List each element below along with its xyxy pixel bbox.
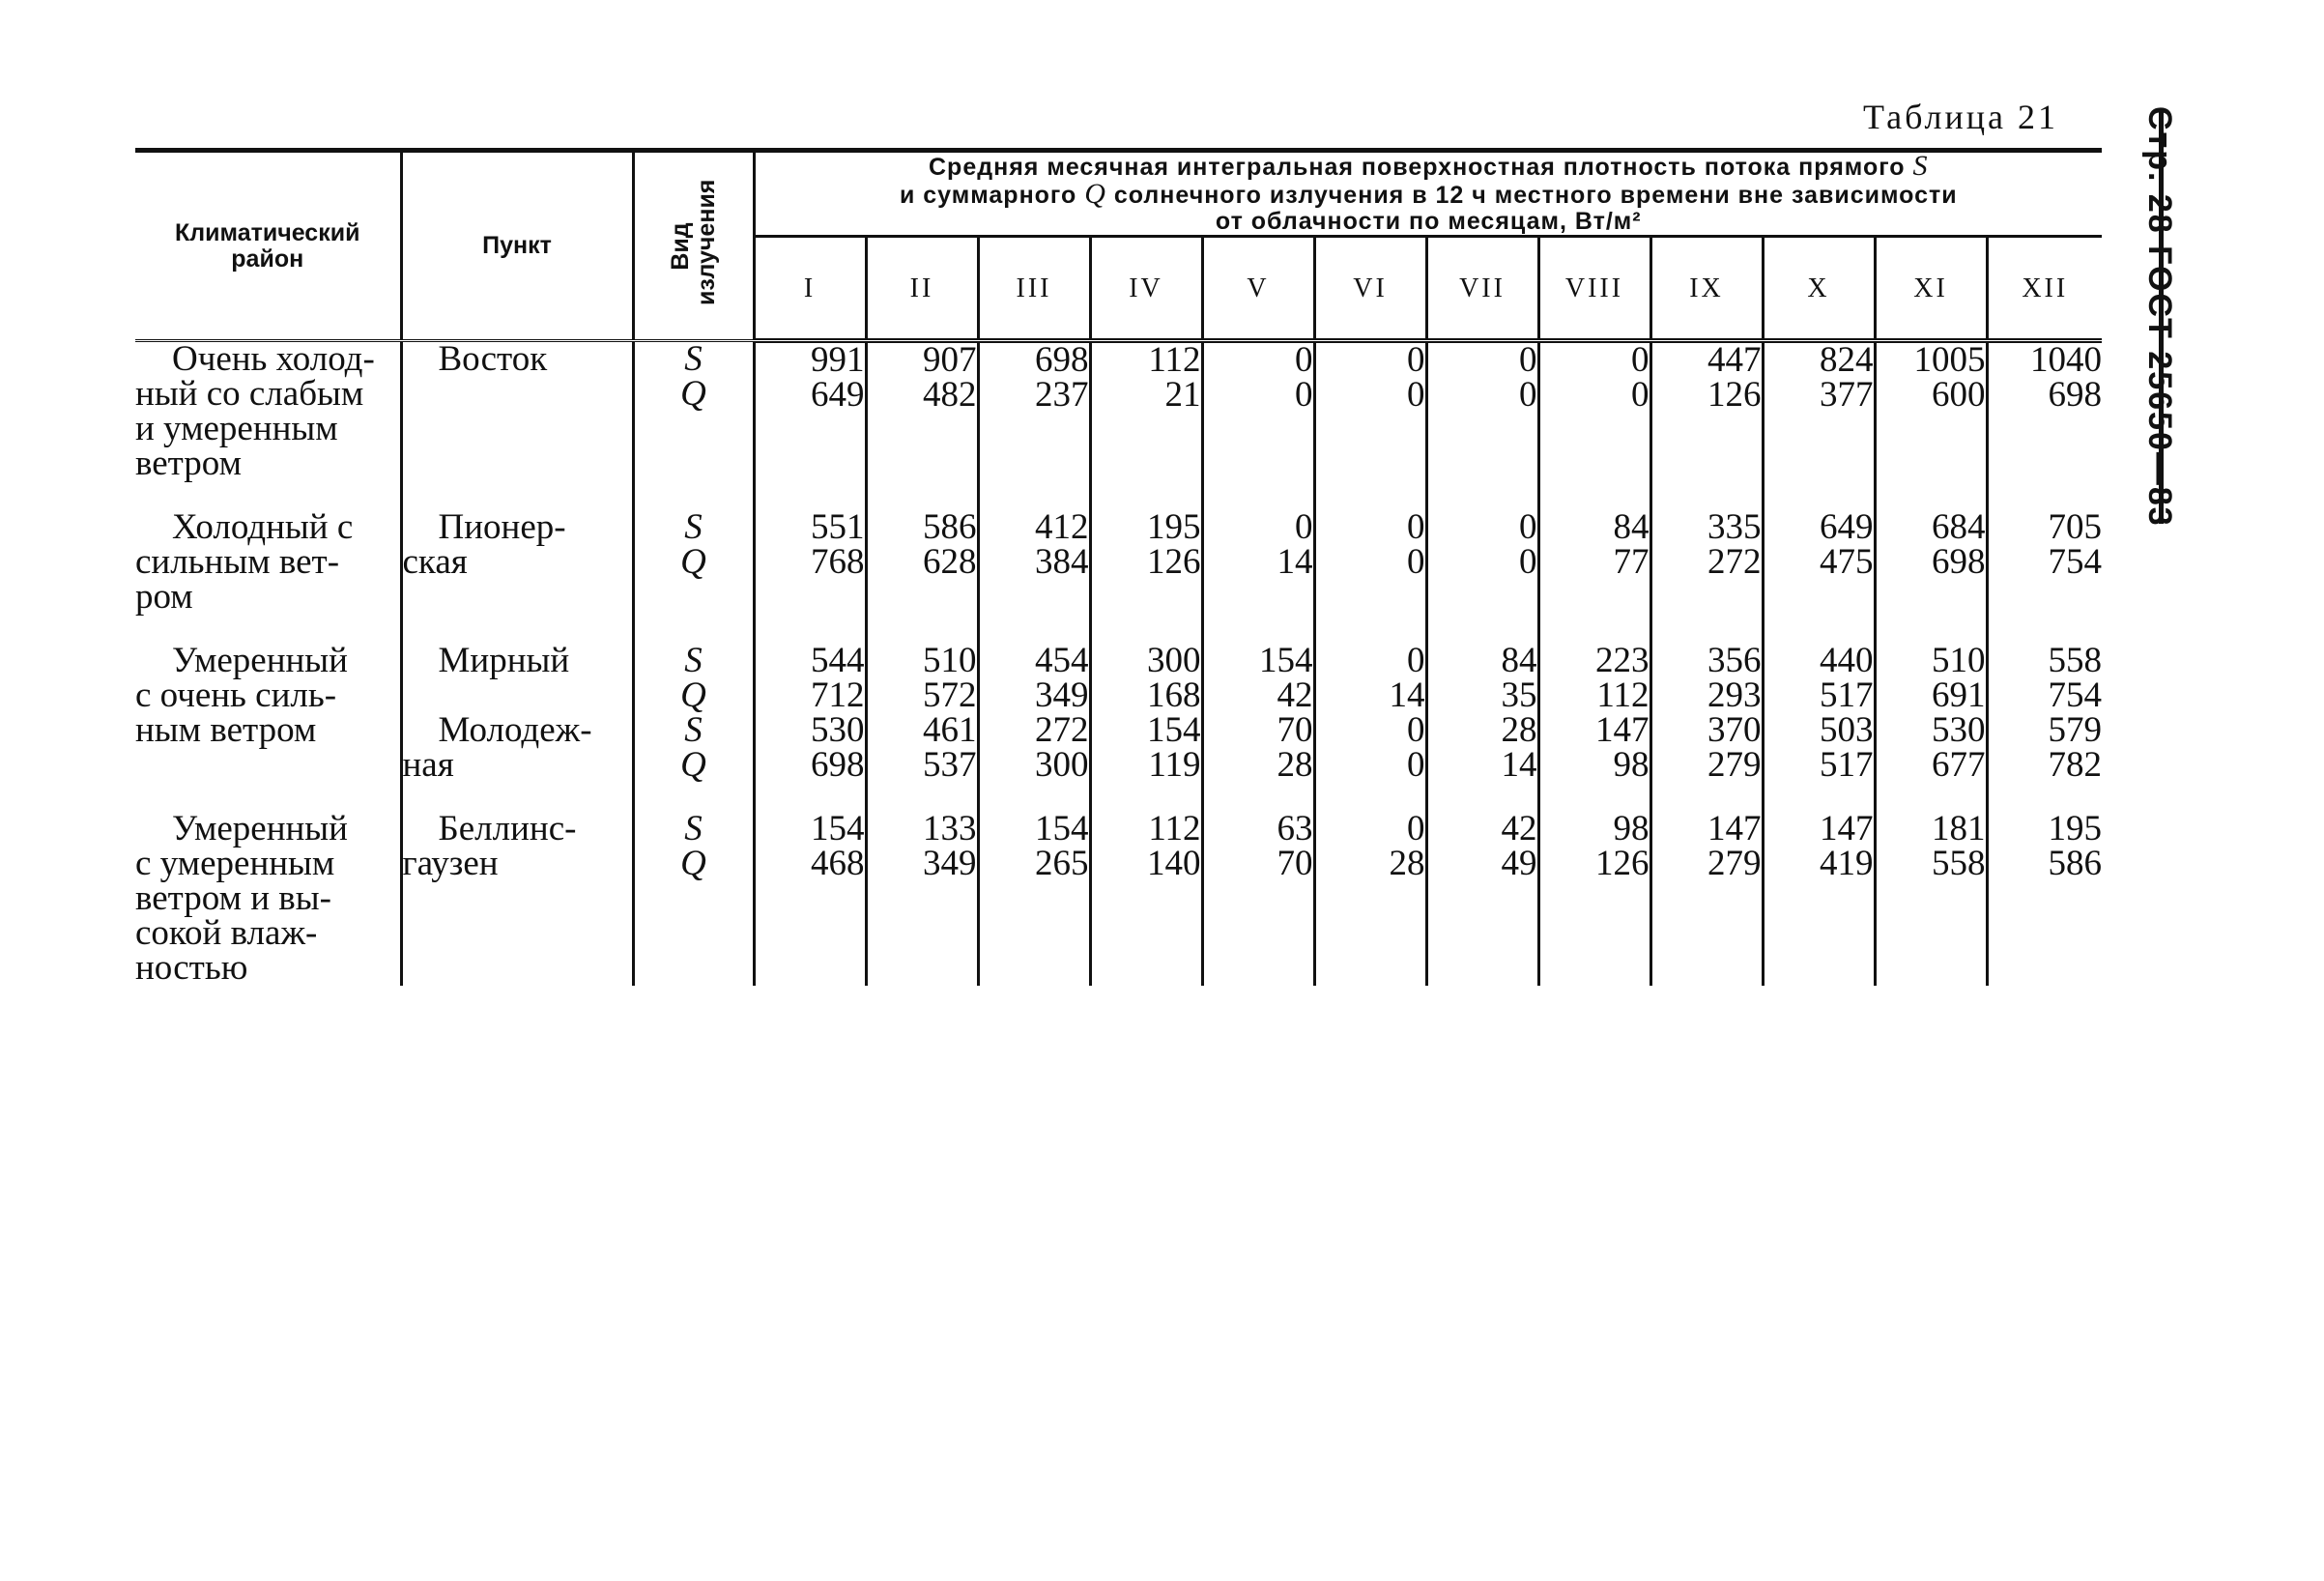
value: 70 — [1277, 710, 1313, 750]
value: 356 — [1707, 641, 1762, 680]
value: 279 — [1707, 745, 1762, 785]
table-caption: Таблица 21 — [1863, 98, 2058, 136]
region-line: ветром — [135, 444, 243, 483]
header-main-text: Средняя месячная интегральная поверхностная плотность потока прямого — [929, 154, 1906, 181]
region-line: Умеренный — [172, 641, 348, 680]
value: 824 — [1820, 340, 1874, 380]
value: 300 — [1035, 745, 1089, 785]
radiation-table — [135, 148, 2102, 986]
kind-symbol: S — [684, 507, 703, 547]
value: 77 — [1613, 542, 1650, 582]
value: 0 — [1407, 507, 1425, 547]
value: 544 — [811, 641, 865, 680]
value: 84 — [1501, 641, 1537, 680]
month-header: I — [754, 237, 866, 341]
value: 712 — [811, 676, 865, 715]
value: 98 — [1613, 809, 1650, 848]
month-header: IV — [1090, 237, 1202, 341]
value: 558 — [1932, 844, 1986, 883]
gap-cell — [1987, 481, 2102, 510]
value-cell — [1426, 641, 1538, 785]
gap-cell — [1090, 783, 1202, 812]
row-gap — [135, 615, 2102, 644]
region-line: ным ветром — [135, 710, 317, 750]
value: 691 — [1932, 676, 1986, 715]
value: 140 — [1147, 844, 1201, 883]
value-cell — [1202, 809, 1314, 986]
gap-cell — [1202, 783, 1314, 812]
value-cell — [1314, 341, 1426, 482]
value: 461 — [923, 710, 977, 750]
table-row — [135, 812, 2102, 986]
value: 0 — [1407, 809, 1425, 848]
table-row — [135, 341, 2102, 482]
value: 42 — [1501, 809, 1537, 848]
value: 705 — [2048, 507, 2103, 547]
value: 384 — [1035, 542, 1089, 582]
value: 0 — [1295, 375, 1313, 415]
value-cell — [1538, 809, 1650, 986]
kind-symbol: Q — [680, 542, 706, 582]
value-cell — [978, 641, 1090, 785]
point-line: Молодеж- — [438, 710, 592, 750]
value: 628 — [923, 542, 977, 582]
month-header: VI — [1314, 237, 1426, 341]
value-cell — [1650, 341, 1763, 482]
value: 677 — [1932, 745, 1986, 785]
value: 517 — [1820, 676, 1874, 715]
point-line: Беллинс- — [438, 809, 577, 848]
value-cell — [1763, 341, 1875, 482]
value: 684 — [1932, 507, 1986, 547]
kind-symbol: Q — [680, 676, 706, 715]
value-cell — [866, 507, 978, 615]
value: 537 — [923, 745, 977, 785]
value: 698 — [1035, 340, 1089, 380]
point-cell — [401, 507, 633, 615]
value: 293 — [1707, 676, 1762, 715]
value-cell — [1763, 809, 1875, 986]
region-cell — [135, 809, 401, 988]
region-line: Очень холод- — [172, 339, 375, 379]
header-kind-line: Вид — [666, 221, 694, 271]
gap-cell — [1987, 783, 2102, 812]
month-header: VII — [1426, 237, 1538, 341]
gap-cell — [401, 615, 633, 644]
value-cell — [1650, 809, 1763, 986]
value-cell — [1763, 507, 1875, 615]
gap-cell — [1202, 481, 1314, 510]
kind-cell — [633, 641, 754, 785]
kind-symbol: S — [684, 641, 703, 680]
gap-cell — [1314, 615, 1426, 644]
value-cell — [754, 507, 866, 615]
value: 0 — [1407, 375, 1425, 415]
value-cell — [1650, 507, 1763, 615]
value: 21 — [1164, 375, 1201, 415]
value: 768 — [811, 542, 865, 582]
value: 530 — [811, 710, 865, 750]
value: 558 — [2048, 641, 2103, 680]
value: 154 — [1035, 809, 1089, 848]
value: 335 — [1707, 507, 1762, 547]
value: 0 — [1519, 542, 1537, 582]
gap-cell — [1650, 615, 1763, 644]
value: 300 — [1147, 641, 1201, 680]
header-region-line: Климатический — [175, 218, 360, 246]
gap-cell — [1875, 481, 1987, 510]
gap-cell — [1650, 783, 1763, 812]
month-header: III — [978, 237, 1090, 341]
value: 42 — [1277, 676, 1313, 715]
header-region — [135, 151, 401, 341]
region-line: с умеренным — [135, 844, 335, 883]
value: 0 — [1295, 507, 1313, 547]
value: 147 — [1820, 809, 1874, 848]
value: 600 — [1932, 375, 1986, 415]
value: 0 — [1407, 340, 1425, 380]
gap-cell — [633, 615, 754, 644]
row-gap — [135, 783, 2102, 812]
value: 0 — [1519, 507, 1537, 547]
value-cell — [1202, 507, 1314, 615]
header-region-line: район — [231, 244, 304, 273]
value: 551 — [811, 507, 865, 547]
value-cell — [1763, 641, 1875, 785]
gap-cell — [1763, 615, 1875, 644]
region-line: ром — [135, 577, 193, 617]
point-line: ная — [402, 745, 454, 785]
month-header: XII — [1987, 237, 2102, 341]
header-main-line-3: от облачности по месяцам, Вт/м² — [1215, 208, 1642, 235]
value: 447 — [1707, 340, 1762, 380]
value: 0 — [1631, 375, 1650, 415]
region-cell — [135, 507, 401, 617]
value: 28 — [1389, 844, 1425, 883]
value: 572 — [923, 676, 977, 715]
value: 349 — [1035, 676, 1089, 715]
value: 482 — [923, 375, 977, 415]
value: 517 — [1820, 745, 1874, 785]
value: 84 — [1613, 507, 1650, 547]
value: 272 — [1707, 542, 1762, 582]
point-line: ская — [402, 542, 468, 582]
header-main-line-2 — [756, 178, 2103, 210]
value: 147 — [1595, 710, 1650, 750]
region-cell — [135, 641, 401, 783]
value: 698 — [2048, 375, 2103, 415]
value: 223 — [1595, 641, 1650, 680]
value: 0 — [1407, 745, 1425, 785]
table-row — [135, 644, 2102, 783]
kind-symbol: Q — [680, 844, 706, 883]
value-cell — [1202, 641, 1314, 785]
value: 133 — [923, 809, 977, 848]
value: 510 — [923, 641, 977, 680]
value: 98 — [1613, 745, 1650, 785]
gap-cell — [1314, 481, 1426, 510]
gap-cell — [1538, 615, 1650, 644]
value-cell — [1090, 507, 1202, 615]
value: 530 — [1932, 710, 1986, 750]
month-header: X — [1763, 237, 1875, 341]
value: 154 — [1259, 641, 1313, 680]
value-cell — [1538, 507, 1650, 615]
gap-cell — [754, 481, 866, 510]
header-point: Пункт — [401, 151, 633, 341]
value: 112 — [1596, 676, 1650, 715]
value: 649 — [1820, 507, 1874, 547]
value: 370 — [1707, 710, 1762, 750]
gap-cell — [633, 481, 754, 510]
region-line: сильным вет- — [135, 542, 340, 582]
gap-cell — [978, 783, 1090, 812]
gap-cell — [401, 481, 633, 510]
gap-cell — [1426, 615, 1538, 644]
point-cell — [401, 809, 633, 986]
symbol-s: S — [1912, 150, 1929, 182]
value: 0 — [1631, 340, 1650, 380]
value: 28 — [1501, 710, 1537, 750]
value: 1040 — [2030, 340, 2103, 380]
value-cell — [866, 641, 978, 785]
value: 475 — [1820, 542, 1874, 582]
value: 126 — [1147, 542, 1201, 582]
value-cell — [1202, 341, 1314, 482]
value: 168 — [1147, 676, 1201, 715]
kind-symbol: S — [684, 339, 703, 379]
gap-cell — [754, 783, 866, 812]
value: 586 — [2048, 844, 2103, 883]
value-cell — [978, 809, 1090, 986]
value-cell — [1090, 641, 1202, 785]
value: 14 — [1501, 745, 1537, 785]
value-cell — [1426, 341, 1538, 482]
header-main-text: солнечного излучения в 12 ч местного времени вне зависимости — [1113, 182, 1958, 209]
kind-symbol: Q — [680, 374, 706, 414]
region-line: ветром и вы- — [135, 878, 331, 918]
point-cell — [401, 341, 633, 482]
value: 0 — [1407, 710, 1425, 750]
value-cell — [1538, 641, 1650, 785]
table-body — [135, 341, 2102, 987]
value-cell — [1426, 507, 1538, 615]
value: 419 — [1820, 844, 1874, 883]
value-cell — [1314, 641, 1426, 785]
gap-cell — [1426, 481, 1538, 510]
value: 754 — [2048, 542, 2103, 582]
month-header: V — [1202, 237, 1314, 341]
value: 272 — [1035, 710, 1089, 750]
value: 698 — [1932, 542, 1986, 582]
kind-cell — [633, 341, 754, 482]
gap-cell — [866, 481, 978, 510]
month-header: XI — [1875, 237, 1987, 341]
header-main — [754, 151, 2102, 237]
symbol-q: Q — [1084, 178, 1106, 210]
gap-cell — [866, 783, 978, 812]
point-cell — [401, 641, 633, 785]
value-cell — [1987, 507, 2103, 615]
value: 14 — [1277, 542, 1313, 582]
gap-cell — [1090, 481, 1202, 510]
region-line: ностью — [135, 948, 248, 988]
value: 0 — [1295, 340, 1313, 380]
value: 377 — [1820, 375, 1874, 415]
gap-cell — [978, 481, 1090, 510]
value: 579 — [2048, 710, 2103, 750]
region-line: Холодный с — [172, 507, 354, 547]
gap-cell — [1650, 481, 1763, 510]
gap-cell — [1538, 783, 1650, 812]
value-cell — [1875, 507, 1987, 615]
value: 237 — [1035, 375, 1089, 415]
value: 0 — [1519, 340, 1537, 380]
region-line: Умеренный — [172, 809, 348, 848]
value-cell — [978, 341, 1090, 482]
value: 412 — [1035, 507, 1089, 547]
gap-cell — [135, 615, 401, 644]
value-cell — [1314, 507, 1426, 615]
value: 468 — [811, 844, 865, 883]
value: 279 — [1707, 844, 1762, 883]
value: 586 — [923, 507, 977, 547]
region-cell — [135, 341, 401, 482]
table-header — [135, 151, 2102, 341]
point-line — [403, 678, 632, 713]
header-main-line-1 — [756, 150, 2103, 182]
value: 907 — [923, 340, 977, 380]
gap-cell — [1090, 615, 1202, 644]
value-cell — [1314, 809, 1426, 986]
gap-cell — [1875, 783, 1987, 812]
value-cell — [1090, 341, 1202, 482]
kind-cell — [633, 507, 754, 615]
value: 126 — [1595, 844, 1650, 883]
point-line: Мирный — [438, 641, 570, 680]
value: 154 — [811, 809, 865, 848]
value: 49 — [1501, 844, 1537, 883]
value: 782 — [2048, 745, 2103, 785]
value: 147 — [1707, 809, 1762, 848]
value: 754 — [2048, 676, 2103, 715]
point-line: гаузен — [402, 844, 499, 883]
kind-symbol: Q — [680, 745, 706, 785]
region-line: с очень силь- — [135, 676, 337, 715]
gap-cell — [135, 481, 401, 510]
value: 454 — [1035, 641, 1089, 680]
gap-cell — [978, 615, 1090, 644]
value-cell — [754, 809, 866, 986]
month-header: IX — [1650, 237, 1763, 341]
value: 510 — [1932, 641, 1986, 680]
value-cell — [1650, 641, 1763, 785]
region-line: и умеренным — [135, 409, 338, 448]
value-cell — [754, 641, 866, 785]
gap-cell — [633, 783, 754, 812]
value: 349 — [923, 844, 977, 883]
gap-cell — [1426, 783, 1538, 812]
value-cell — [866, 809, 978, 986]
gap-cell — [866, 615, 978, 644]
value-cell — [1875, 341, 1987, 482]
table-row — [135, 510, 2102, 615]
gap-cell — [1202, 615, 1314, 644]
month-header: VIII — [1538, 237, 1650, 341]
gap-cell — [1987, 615, 2102, 644]
value-cell — [978, 507, 1090, 615]
value-cell — [1875, 641, 1987, 785]
page-side-header: Стр. 28 ГОСТ 25650—83 — [2141, 106, 2178, 528]
value: 503 — [1820, 710, 1874, 750]
value-cell — [1538, 341, 1650, 482]
value: 28 — [1277, 745, 1313, 785]
gap-cell — [135, 783, 401, 812]
value: 154 — [1147, 710, 1201, 750]
value-cell — [1987, 641, 2103, 785]
value: 991 — [811, 340, 865, 380]
value-cell — [1875, 809, 1987, 986]
value: 112 — [1148, 340, 1201, 380]
value: 649 — [811, 375, 865, 415]
value-cell — [754, 341, 866, 482]
value: 265 — [1035, 844, 1089, 883]
value-cell — [866, 341, 978, 482]
value: 195 — [1147, 507, 1201, 547]
value: 14 — [1389, 676, 1425, 715]
value: 0 — [1519, 375, 1537, 415]
value: 35 — [1501, 676, 1537, 715]
value: 1005 — [1913, 340, 1986, 380]
gap-cell — [1538, 481, 1650, 510]
value: 0 — [1407, 542, 1425, 582]
gap-cell — [1875, 615, 1987, 644]
row-gap — [135, 481, 2102, 510]
value: 698 — [811, 745, 865, 785]
header-kind-line: излучения — [692, 179, 720, 305]
gap-cell — [401, 783, 633, 812]
value-cell — [1987, 809, 2103, 986]
header-main-text: и суммарного — [899, 182, 1077, 209]
value-cell — [1987, 341, 2102, 482]
month-header: II — [866, 237, 978, 341]
value-cell — [1090, 809, 1202, 986]
point-line: Восток — [438, 339, 548, 379]
value: 440 — [1820, 641, 1874, 680]
kind-symbol: S — [684, 809, 703, 848]
value: 181 — [1932, 809, 1986, 848]
value: 119 — [1148, 745, 1201, 785]
value: 112 — [1148, 809, 1201, 848]
value: 70 — [1277, 844, 1313, 883]
value: 195 — [2048, 809, 2103, 848]
gap-cell — [754, 615, 866, 644]
header-kind — [633, 151, 754, 341]
region-line: ный со слабым — [135, 374, 364, 414]
gap-cell — [1763, 481, 1875, 510]
kind-symbol: S — [684, 710, 703, 750]
value-cell — [1426, 809, 1538, 986]
kind-cell — [633, 809, 754, 986]
value: 63 — [1277, 809, 1313, 848]
gap-cell — [1314, 783, 1426, 812]
value: 126 — [1707, 375, 1762, 415]
gap-cell — [1763, 783, 1875, 812]
region-line: сокой влаж- — [135, 913, 318, 953]
point-line: Пионер- — [438, 507, 566, 547]
value: 0 — [1407, 641, 1425, 680]
